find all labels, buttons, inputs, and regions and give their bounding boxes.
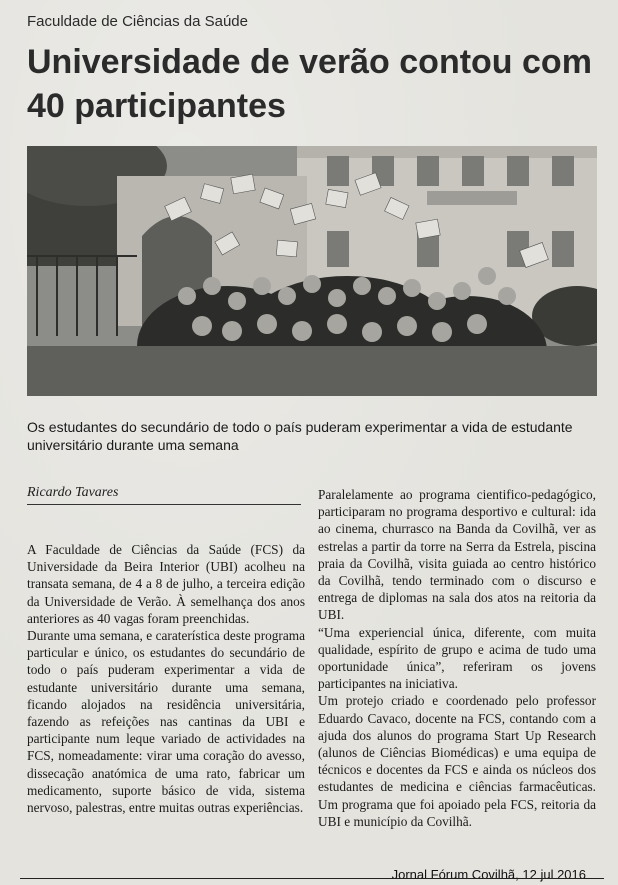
body-paragraph: “Uma experiencial única, diferente, com muita qualidade, espírito de grupo e acima de tudo uma oportunidade única”, referiram os jovens participantes na iniciativa.: [318, 624, 596, 692]
author-byline: Ricardo Tavares: [27, 485, 119, 500]
section-label: Faculdade de Ciências da Saúde: [27, 13, 248, 30]
source-credit: Jornal Fórum Covilhã, 12 jul 2016: [391, 867, 586, 882]
body-paragraph: Durante uma semana, e caraterística deste programa particular e único, os estudantes do secundário de todo o país puderam experimentar a vida de estudante universitário durante uma semana, ficando alojados na residência universitária, fazendo as refeições nas cantinas da UBI e participante num leque variado de actividades na FCS, nomeadamente: virar uma coração do avesso, dissecação anatómica de uma rato, fabricar um medicamento, suporte básico de vida, sistema nervoso, palestras, entre muitas outras experiências.: [27, 628, 305, 816]
group-photo: [27, 146, 597, 396]
byline-rule: [27, 504, 301, 505]
bottom-rule: [20, 878, 604, 879]
body-column-1: [27, 541, 305, 816]
group-photo-illustration: [27, 146, 597, 396]
body-column-2: [318, 486, 596, 830]
body-paragraph: Paralelamente ao programa cientifico-pedagógico, participaram no programa desportivo e cultural: ida ao cinema, churrasco na Banda da Covilhã, ver as estrelas a partir da torre na Serra da Estrela, piscina praia da Covilhã, visita guiada ao centro histórico da Covilhã, tendo terminado com o discurso e entrega de diplomas na sala dos atos na reitoria da UBI.: [318, 487, 596, 623]
article-lede: Os estudantes do secundário de todo o país puderam experimentar a vida de estudante universitário durante uma semana: [27, 419, 573, 453]
article-headline: Universidade de verão contou com 40 participantes: [27, 43, 592, 125]
body-paragraph: Um protejo criado e coordenado pelo professor Eduardo Cavaco, docente na FCS, contando com a ajuda dos alunos do programa Start Up Research (alunos de Ciências Biomédicas) e uma equipa de técnicos e docentes da FCS e ainda os núcleos dos estudantes de medicina e ciências farmacêuticas. Um programa que foi apoiado pela FCS, reitoria da UBI e município da Covilhã.: [318, 693, 596, 829]
body-paragraph: A Faculdade de Ciências da Saúde (FCS) da Universidade da Beira Interior (UBI) acolheu na transata semana, de 4 a 8 de julho, a terceira edição da Universidade de Verão. À semelhança dos anos anteriores as 40 vagas foram preenchidas.: [27, 542, 305, 626]
